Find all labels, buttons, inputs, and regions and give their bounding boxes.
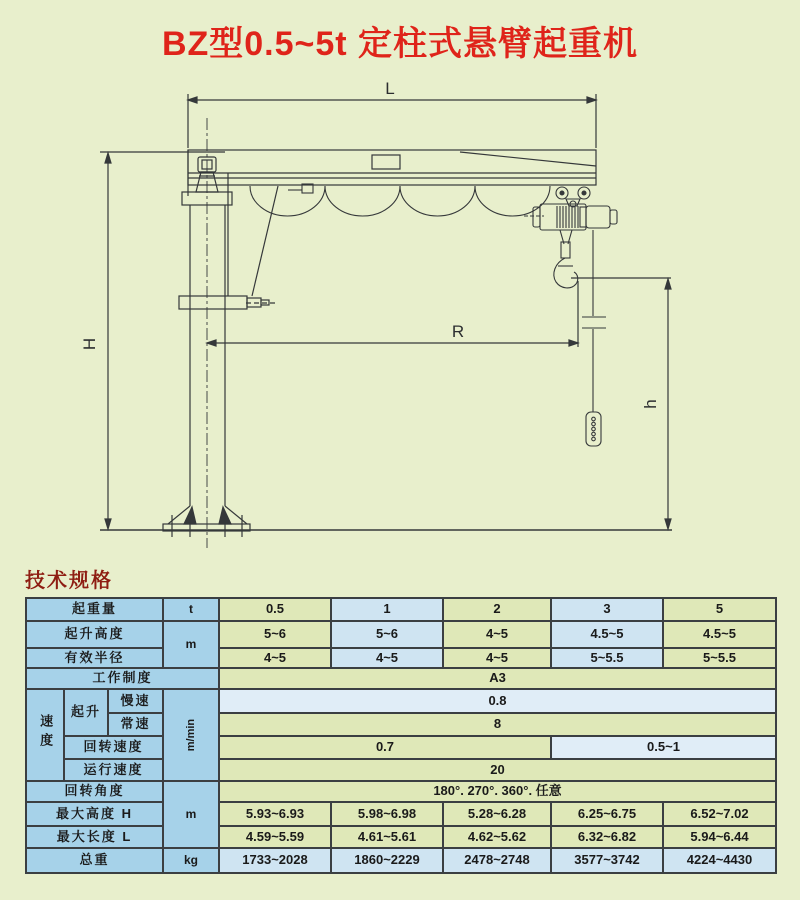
total-weight-value: 2478~2748 (443, 848, 551, 873)
svg-text:h: h (641, 399, 660, 409)
column-base (100, 506, 672, 537)
lift-height-unit: m (163, 621, 219, 668)
capacity-unit: t (163, 598, 219, 621)
speed-unit: m/min (163, 689, 219, 781)
radius-label: 有效半径 (26, 648, 163, 668)
hook-block (554, 230, 578, 288)
lift-height-value: 4.5~5 (551, 621, 663, 648)
max-height-value: 5.28~6.28 (443, 802, 551, 826)
row-capacity (26, 598, 776, 621)
max-length-value: 6.32~6.82 (551, 826, 663, 848)
column (179, 118, 278, 548)
radius-value: 4~5 (219, 648, 331, 668)
total-weight-value: 4224~4430 (663, 848, 776, 873)
capacity-label: 起重量 (26, 598, 163, 621)
slow-speed-label: 慢速 (108, 689, 163, 713)
capacity-value: 0.5 (219, 598, 331, 621)
spec-table (25, 597, 777, 874)
duty-label: 工作制度 (26, 668, 219, 689)
lift-height-value: 4~5 (443, 621, 551, 648)
svg-text:R: R (451, 322, 465, 341)
total-weight-value: 3577~3742 (551, 848, 663, 873)
column-flange-lower (179, 296, 247, 309)
slew-angle-value: 180°. 270°. 360°. 任意 (219, 781, 776, 802)
radius-value: 4~5 (331, 648, 443, 668)
normal-speed-value: 8 (219, 713, 776, 736)
dimension-H (80, 152, 225, 529)
row-speed-slow (26, 689, 776, 713)
lift-height-value: 5~6 (331, 621, 443, 648)
svg-text:H: H (80, 337, 99, 351)
capacity-value: 1 (331, 598, 443, 621)
jib-beam (188, 150, 596, 196)
row-max-height (26, 802, 776, 826)
max-length-value: 5.94~6.44 (663, 826, 776, 848)
capacity-value: 3 (551, 598, 663, 621)
slew-speed-value-b: 0.5~1 (551, 736, 776, 759)
pendant-control (582, 230, 606, 446)
height-unit: m (163, 781, 219, 848)
radius-value: 5~5.5 (663, 648, 776, 668)
capacity-value: 5 (663, 598, 776, 621)
row-speed-normal (26, 713, 776, 736)
slew-speed-label: 回转速度 (64, 736, 163, 759)
row-max-length (26, 826, 776, 848)
normal-speed-label: 常速 (108, 713, 163, 736)
max-length-value: 4.59~5.59 (219, 826, 331, 848)
total-weight-value: 1860~2229 (331, 848, 443, 873)
total-weight-unit: kg (163, 848, 219, 873)
dimension-R (207, 281, 578, 347)
max-length-label: 最大长度 L (26, 826, 163, 848)
slew-angle-label: 回转角度 (26, 781, 163, 802)
travel-speed-value: 20 (219, 759, 776, 781)
beam-name-plate (372, 155, 400, 169)
radius-value: 5~5.5 (551, 648, 663, 668)
slew-speed-value-a: 0.7 (219, 736, 551, 759)
lift-height-value: 4.5~5 (663, 621, 776, 648)
dimension-L (188, 79, 596, 148)
dimension-h (571, 278, 671, 529)
row-duty (26, 668, 776, 689)
row-lift-height (26, 621, 776, 648)
section-heading: 技术规格 (25, 570, 113, 592)
festoon-cables (250, 184, 550, 216)
page-title: BZ型0.5~5t 定柱式悬臂起重机 (161, 25, 639, 63)
duty-value: A3 (219, 668, 776, 689)
row-speed-travel (26, 759, 776, 781)
hoist-motor (586, 206, 610, 228)
max-length-value: 4.62~5.62 (443, 826, 551, 848)
max-height-value: 5.93~6.93 (219, 802, 331, 826)
row-slew-angle (26, 781, 776, 802)
speed-group-label: 速度 (26, 689, 64, 781)
total-weight-label: 总重 (26, 848, 163, 873)
travel-speed-label: 运行速度 (64, 759, 163, 781)
max-height-value: 6.52~7.02 (663, 802, 776, 826)
svg-text:L: L (385, 79, 395, 98)
total-weight-value: 1733~2028 (219, 848, 331, 873)
max-height-label: 最大高度 H (26, 802, 163, 826)
row-speed-slew (26, 736, 776, 759)
max-height-value: 6.25~6.75 (551, 802, 663, 826)
lift-height-value: 5~6 (219, 621, 331, 648)
capacity-value: 2 (443, 598, 551, 621)
lift-height-label: 起升高度 (26, 621, 163, 648)
slow-speed-value: 0.8 (219, 689, 776, 713)
row-total-weight (26, 848, 776, 873)
max-length-value: 4.61~5.61 (331, 826, 443, 848)
hoist-speed-label: 起升 (64, 689, 108, 736)
radius-value: 4~5 (443, 648, 551, 668)
max-height-value: 5.98~6.98 (331, 802, 443, 826)
row-radius (26, 648, 776, 668)
